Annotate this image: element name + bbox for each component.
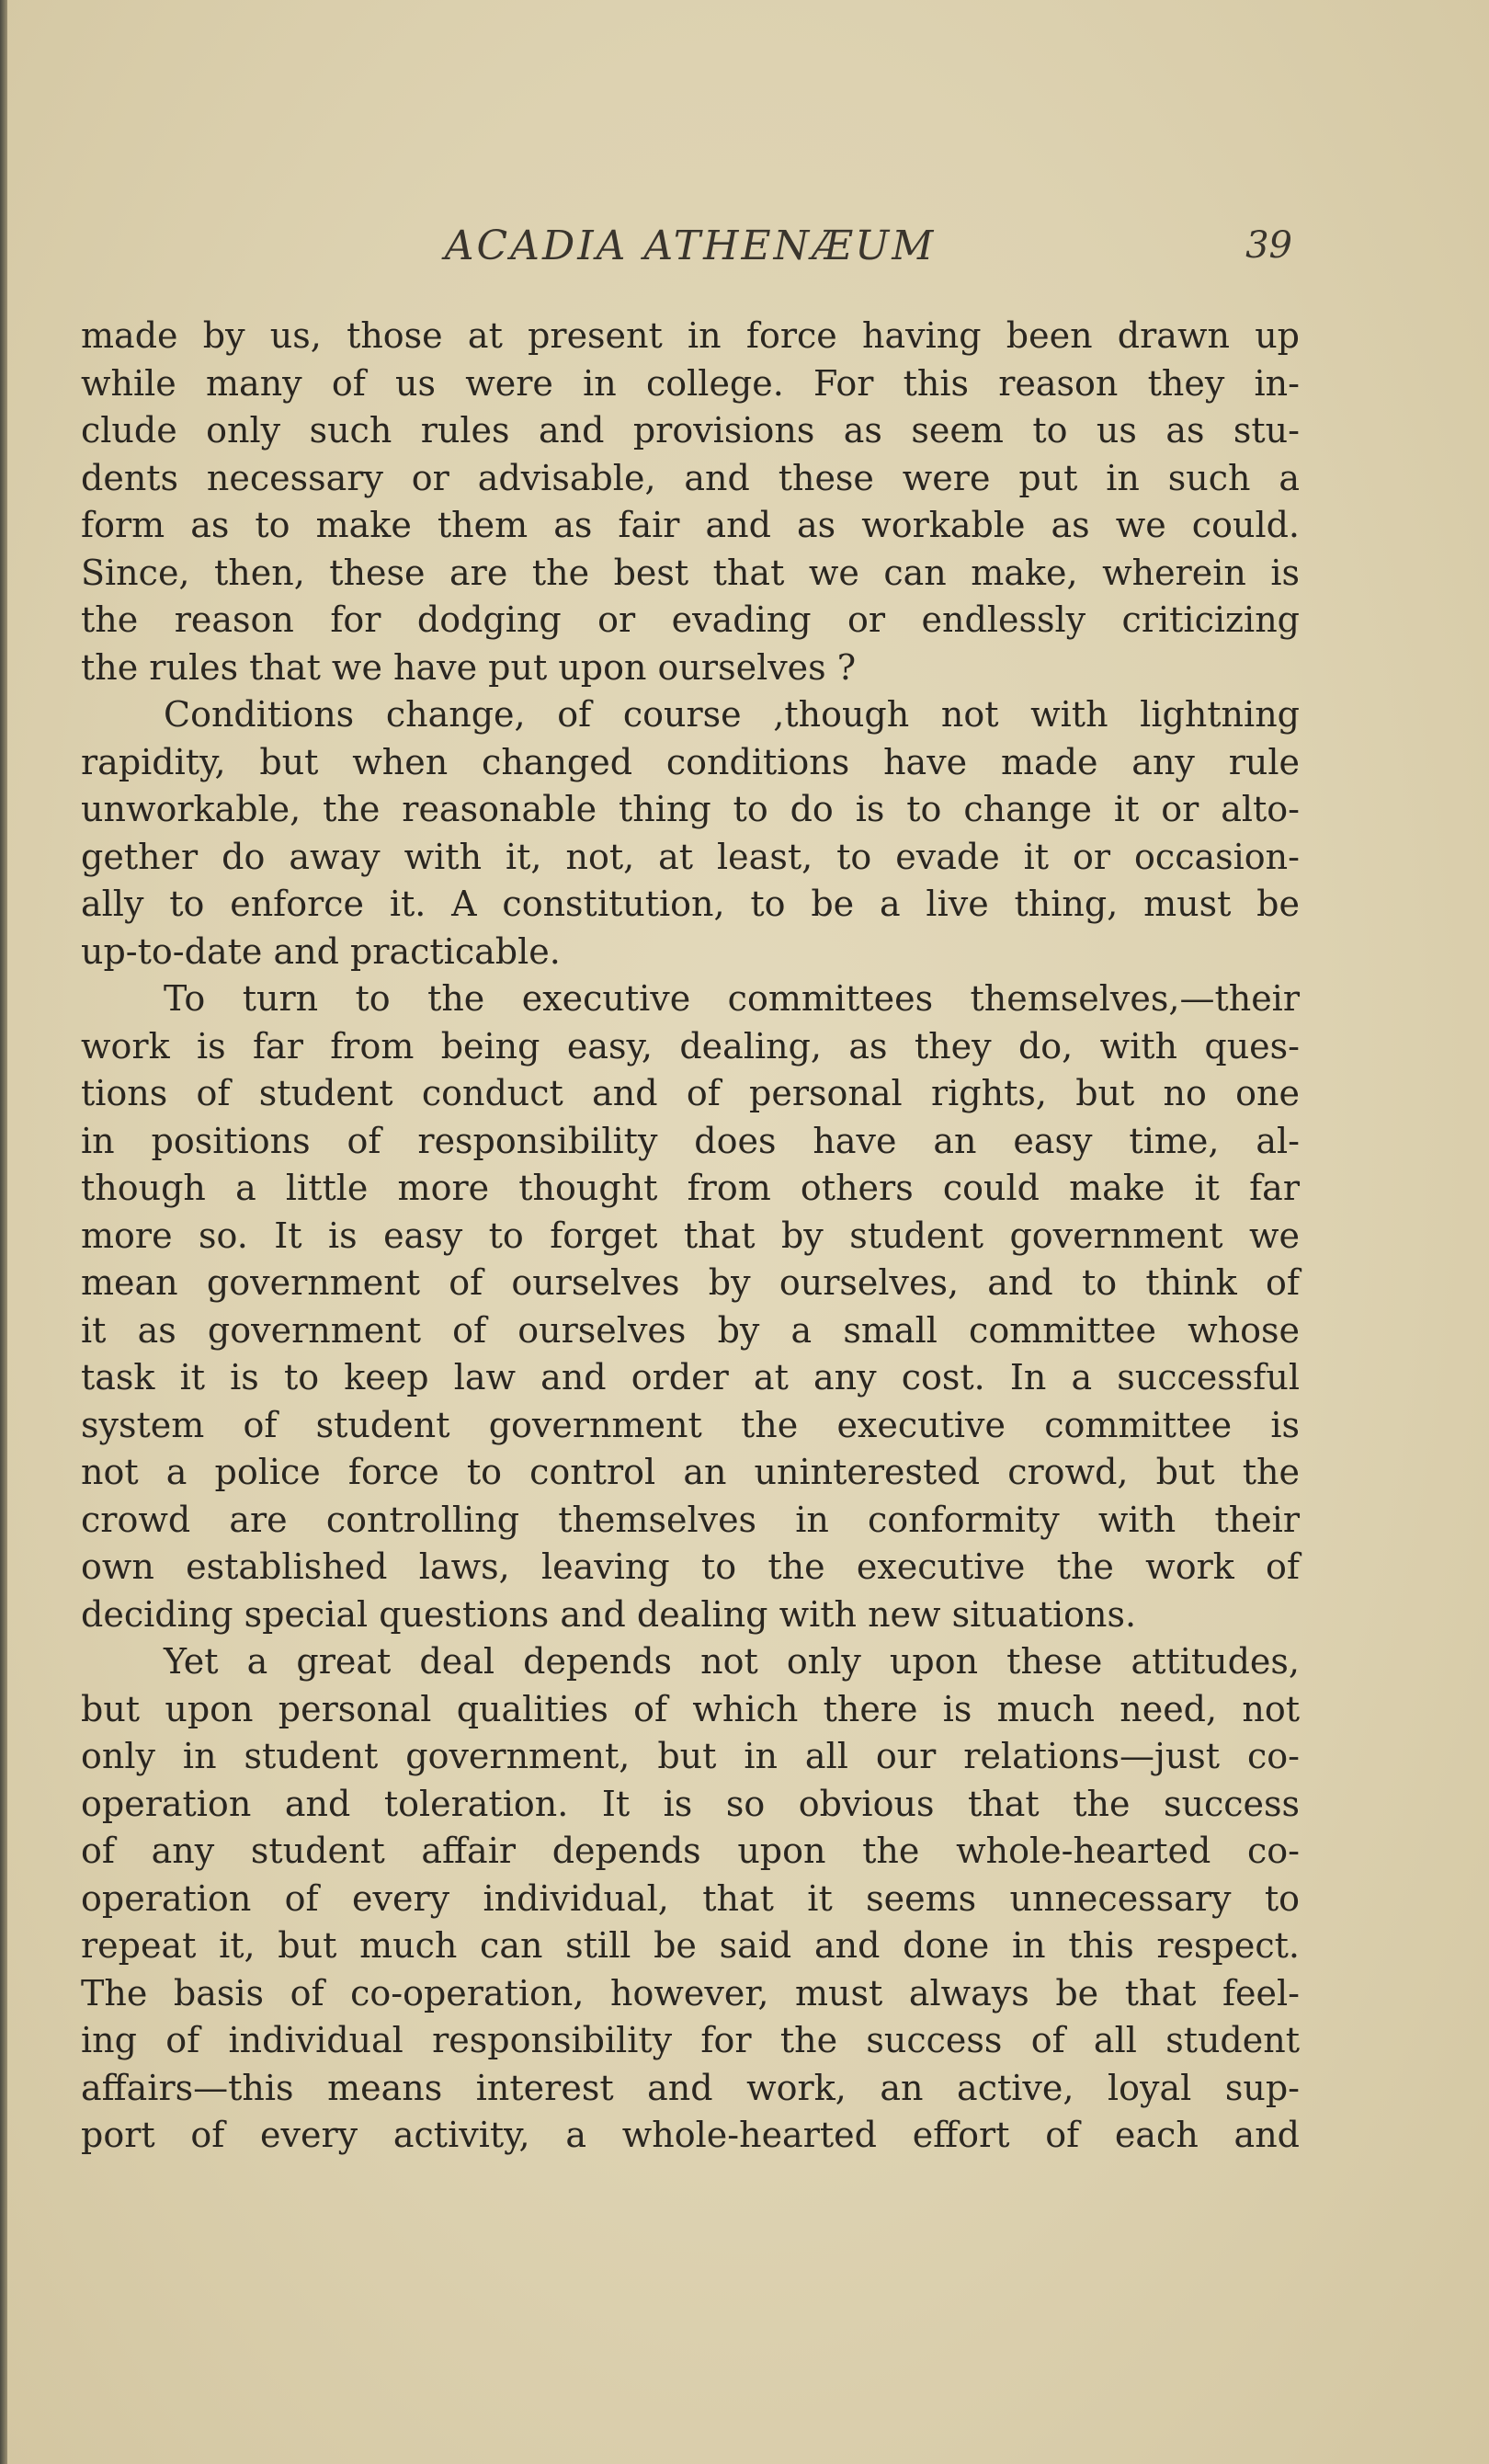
text-line: Conditions change, of course ,though not with lightning [164,694,1300,735]
text-line: made by us, those at present in force having been drawn up [81,315,1300,356]
page-number: 39 [1245,224,1292,267]
text-line: dents necessary or advisable, and these were put in such a [81,457,1300,498]
text-line: more so. It is easy to forget that by student government we [81,1215,1300,1256]
page-header [81,219,1300,274]
text-line: form as to make them as fair and as workable as we could. [81,505,1300,545]
body-text [81,313,1300,2160]
text-line: crowd are controlling themselves in conformity with their [81,1499,1300,1540]
text-line: though a little more thought from others could make it far [81,1168,1300,1208]
text-line: To turn to the executive committees themselves,—their [164,978,1300,1019]
text-line: port of every activity, a whole-hearted effort of each and [81,2115,1300,2155]
text-line: the rules that we have put upon ourselves ? [81,646,857,688]
text-line: work is far from being easy, dealing, as they do, with ques- [81,1025,1300,1067]
text-line: system of student government the executive committee is [81,1404,1300,1445]
text-line: in positions of responsibility does have an easy time, al- [81,1120,1300,1161]
text-line: The basis of co-operation, however, must always be that feel- [81,1972,1300,2013]
text-line: repeat it, but much can still be said and done in this respect. [81,1925,1300,1966]
text-line: ally to enforce it. A constitution, to be a live thing, must be [81,884,1300,924]
text-line: Since, then, these are the best that we can make, wherein is [81,552,1300,593]
text-line: own established laws, leaving to the executive the work of [81,1546,1300,1587]
text-line: gether do away with it, not, at least, to evade it or occasion- [81,836,1300,877]
text-line: operation and toleration. It is so obvious that the success [81,1783,1300,1824]
text-line: deciding special questions and dealing with new situations. [81,1593,1137,1635]
text-line: only in student government, but in all our relations—just co- [81,1736,1300,1776]
text-line: ing of individual responsibility for the success of all student [81,2020,1300,2060]
text-line: operation of every individual, that it seems unnecessary to [81,1877,1300,1919]
text-line: the reason for dodging or evading or endlessly criticizing [81,599,1300,640]
text-line: but upon personal qualities of which there is much need, not [81,1688,1300,1729]
text-line: affairs—this means interest and work, an active, loyal sup- [81,2067,1300,2108]
text-line: not a police force to control an uninterested crowd, but the [81,1452,1300,1492]
text-line: up-to-date and practicable. [81,930,561,972]
text-line: while many of us were in college. For this reason they in- [81,362,1300,404]
running-title: ACADIA ATHENÆUM [444,222,937,269]
text-line: it as government of ourselves by a small committee whose [81,1309,1300,1351]
text-line: clude only such rules and provisions as seem to us as stu- [81,410,1300,451]
page-edge [0,0,7,2464]
text-line: rapidity, but when changed conditions have made any rule [81,741,1300,782]
text-line: task it is to keep law and order at any cost. In a successful [81,1357,1300,1397]
text-line: of any student affair depends upon the whole-hearted co- [81,1831,1300,1871]
text-line: mean government of ourselves by ourselves, and to think of [81,1262,1300,1303]
text-line: Yet a great deal depends not only upon these attitudes, [164,1641,1300,1682]
text-line: unworkable, the reasonable thing to do is to change it or alto- [81,789,1300,829]
text-line: tions of student conduct and of personal rights, but no one [81,1073,1300,1113]
